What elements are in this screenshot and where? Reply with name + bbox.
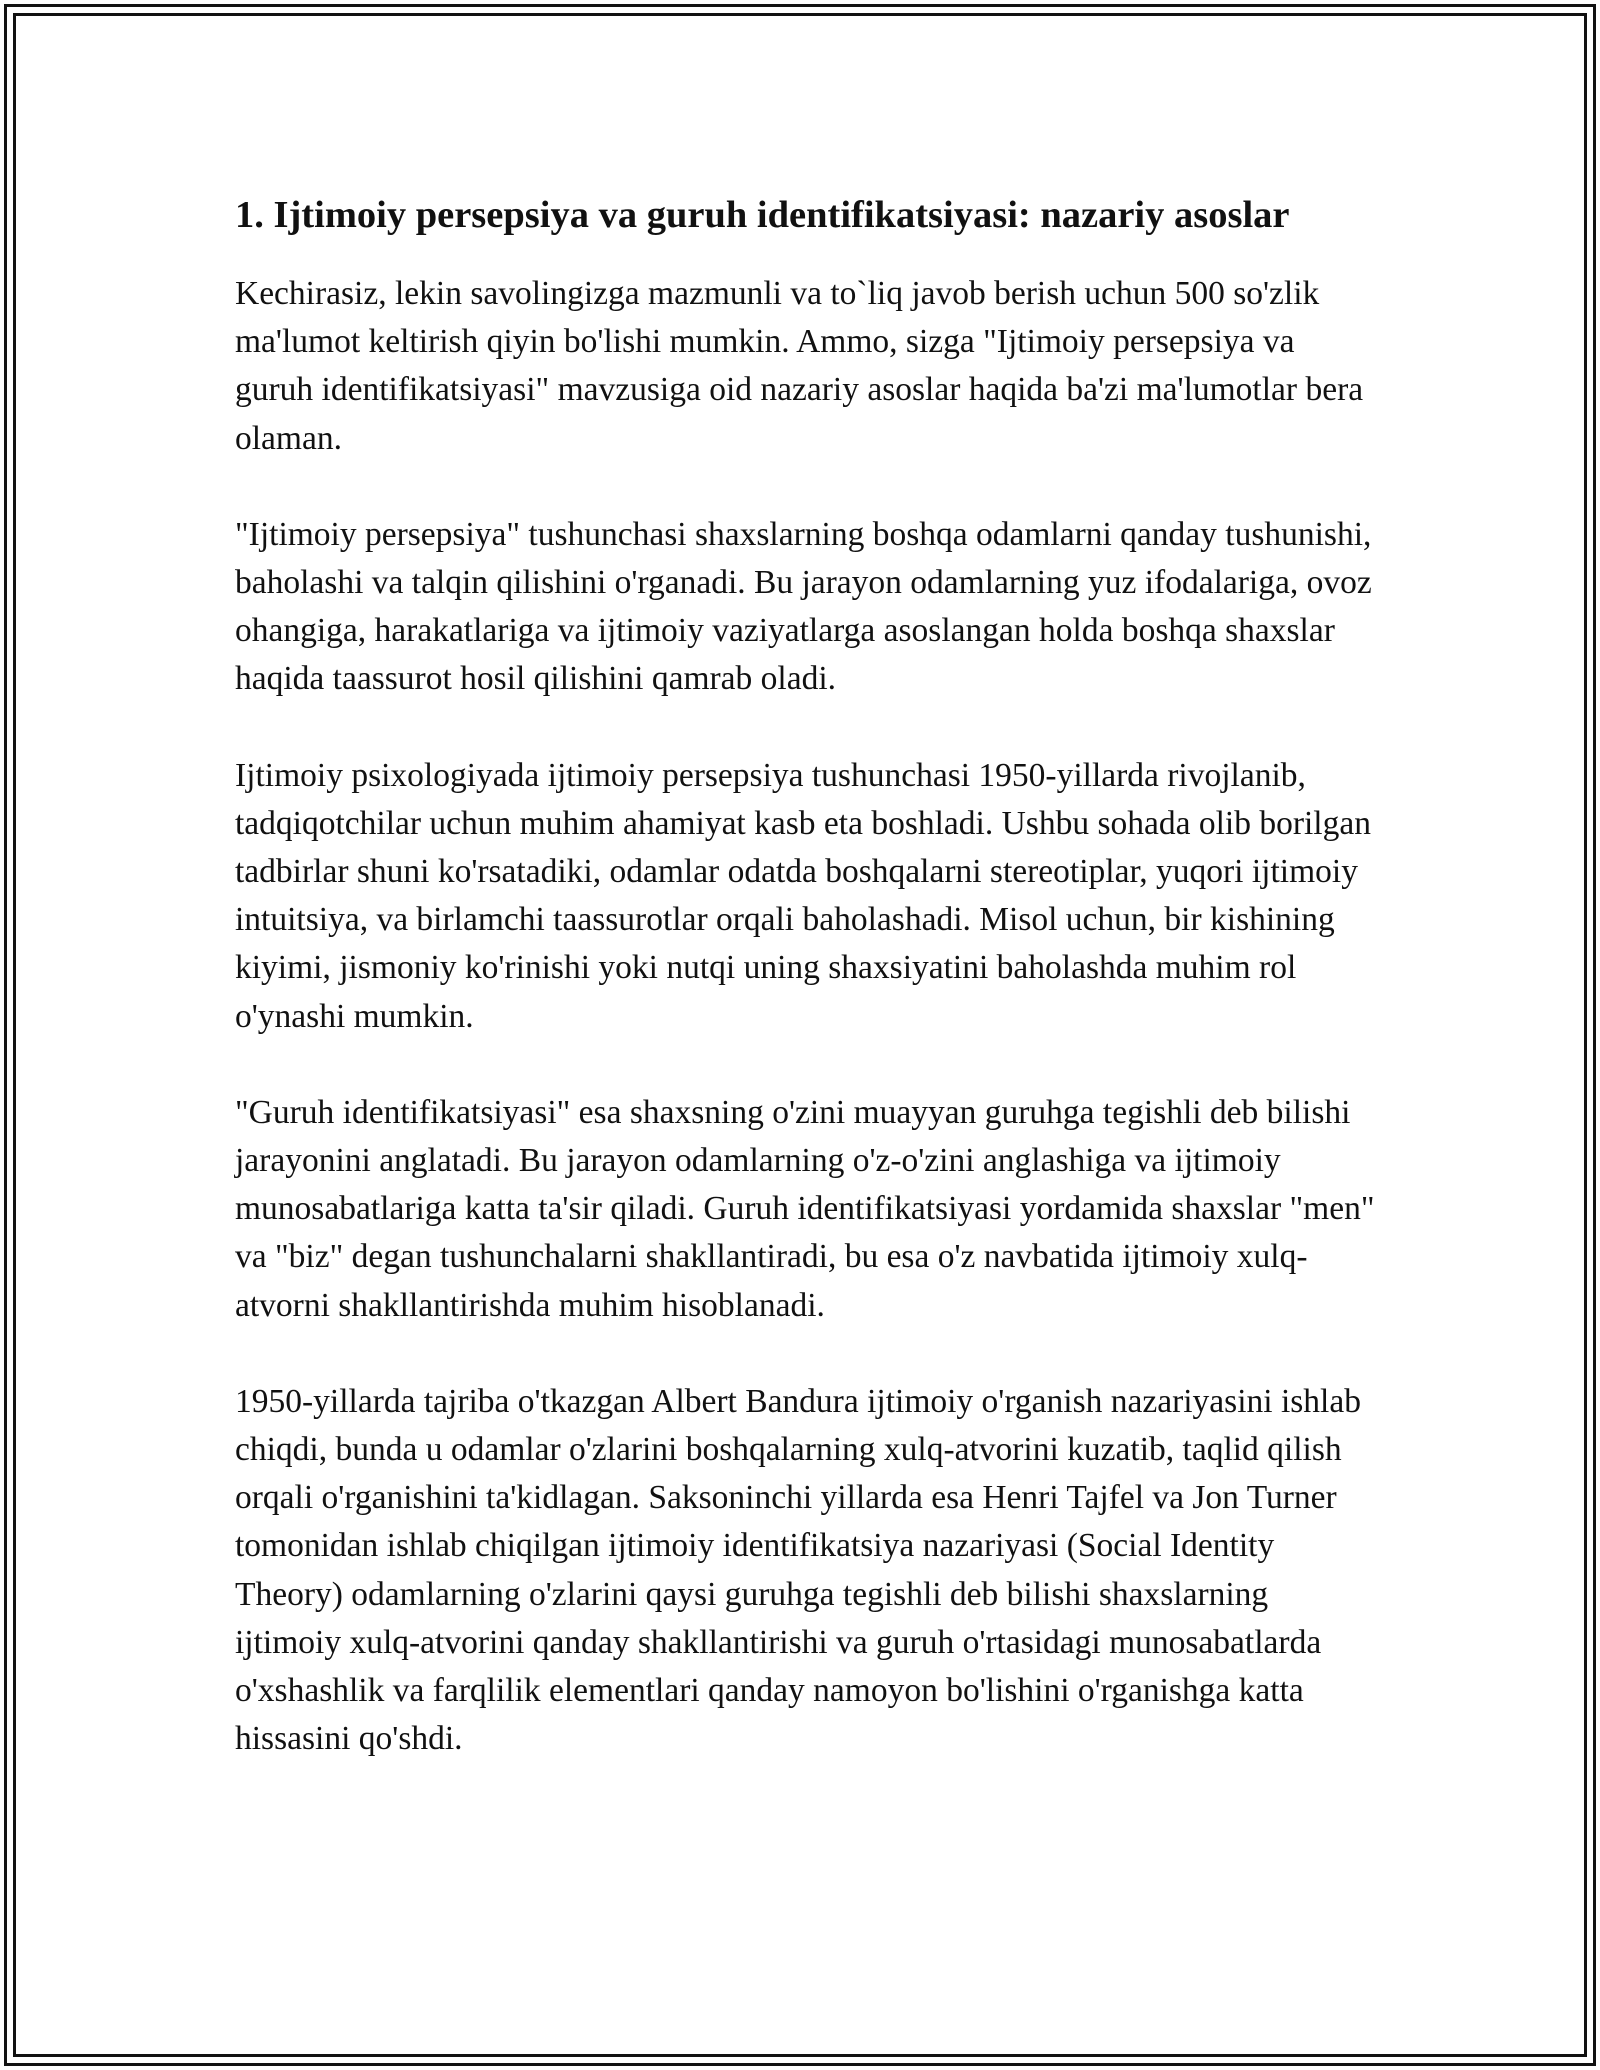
paragraph-social-perception: "Ijtimoiy persepsiya" tushunchasi shaxslarning boshqa odamlarni qanday tushunishi, baholashi va talqin qilishini o'rganadi. Bu jarayon odamlarning yuz ifodalariga, ovoz ohangiga, harakatlariga va ijtimoiy vaziyatlarga asoslangan holda boshqa shaxslar haqida taassurot hosil qilishini qamrab oladi. xyxy=(235,515,1372,698)
paragraph-group-identification: "Guruh identifikatsiyasi" esa shaxsning o'zini muayyan guruhga tegishli deb bilishi jarayonini anglatadi. Bu jarayon odamlarning o'z-o'zini anglashiga va ijtimoiy munosabatlariga katta ta'sir qiladi. Guruh identifikatsiyasi yordamida shaxslar "men" va "biz" degan tushunchalarni shakllantiradi, bu esa o'z navbatida ijtimoiy xulq-atvorni shakllantirishda muhim hisoblanadi. xyxy=(235,1093,1375,1324)
section-heading: 1. Ijtimoiy persepsiya va guruh identifikatsiyasi: nazariy asoslar xyxy=(235,194,1290,236)
paragraph-theories: 1950-yillarda tajriba o'tkazgan Albert Bandura ijtimoiy o'rganish nazariyasini ishlab chiqdi, bunda u odamlar o'zlarini boshqalarning xulq-atvorini kuzatib, taqlid qilish orqali o'rganishini ta'kidlagan. Saksoninchi yillarda esa Henri Tajfel va Jon Turner tomonidan ishlab chiqilgan ijtimoiy identifikatsiya nazariyasi (Social Identity Theory) odamlarning o'zlarini qaysi guruhga tegishli deb bilishi shaxslarning ijtimoiy xulq-atvorini qanday shakllantirishi va guruh o'rtasidagi munosabatlarda o'xshashlik va farqlilik elementlari qanday namoyon bo'lishini o'rganishga katta hissasini qo'shdi. xyxy=(235,1382,1361,1758)
page-content xyxy=(235,188,1375,1811)
paragraph-history: Ijtimoiy psixologiyada ijtimoiy persepsiya tushunchasi 1950-yillarda rivojlanib, tadqiqotchilar uchun muhim ahamiyat kasb eta boshladi. Ushbu sohada olib borilgan tadbirlar shuni ko'rsatadiki, odamlar odatda boshqalarni stereotiplar, yuqori ijtimoiy intuitsiya, va birlamchi taassurotlar orqali baholashadi. Misol uchun, bir kishining kiyimi, jismoniy ko'rinishi yoki nutqi uning shaxsiyatini baholashda muhim rol o'ynashi mumkin. xyxy=(235,756,1371,1035)
paragraph-intro: Kechirasiz, lekin savolingizga mazmunli va to`liq javob berish uchun 500 so'zlik ma'lumot keltirish qiyin bo'lishi mumkin. Ammo, sizga "Ijtimoiy persepsiya va guruh identifikatsiyasi" mavzusiga oid nazariy asoslar haqida ba'zi ma'lumotlar bera olaman. xyxy=(235,275,1364,457)
